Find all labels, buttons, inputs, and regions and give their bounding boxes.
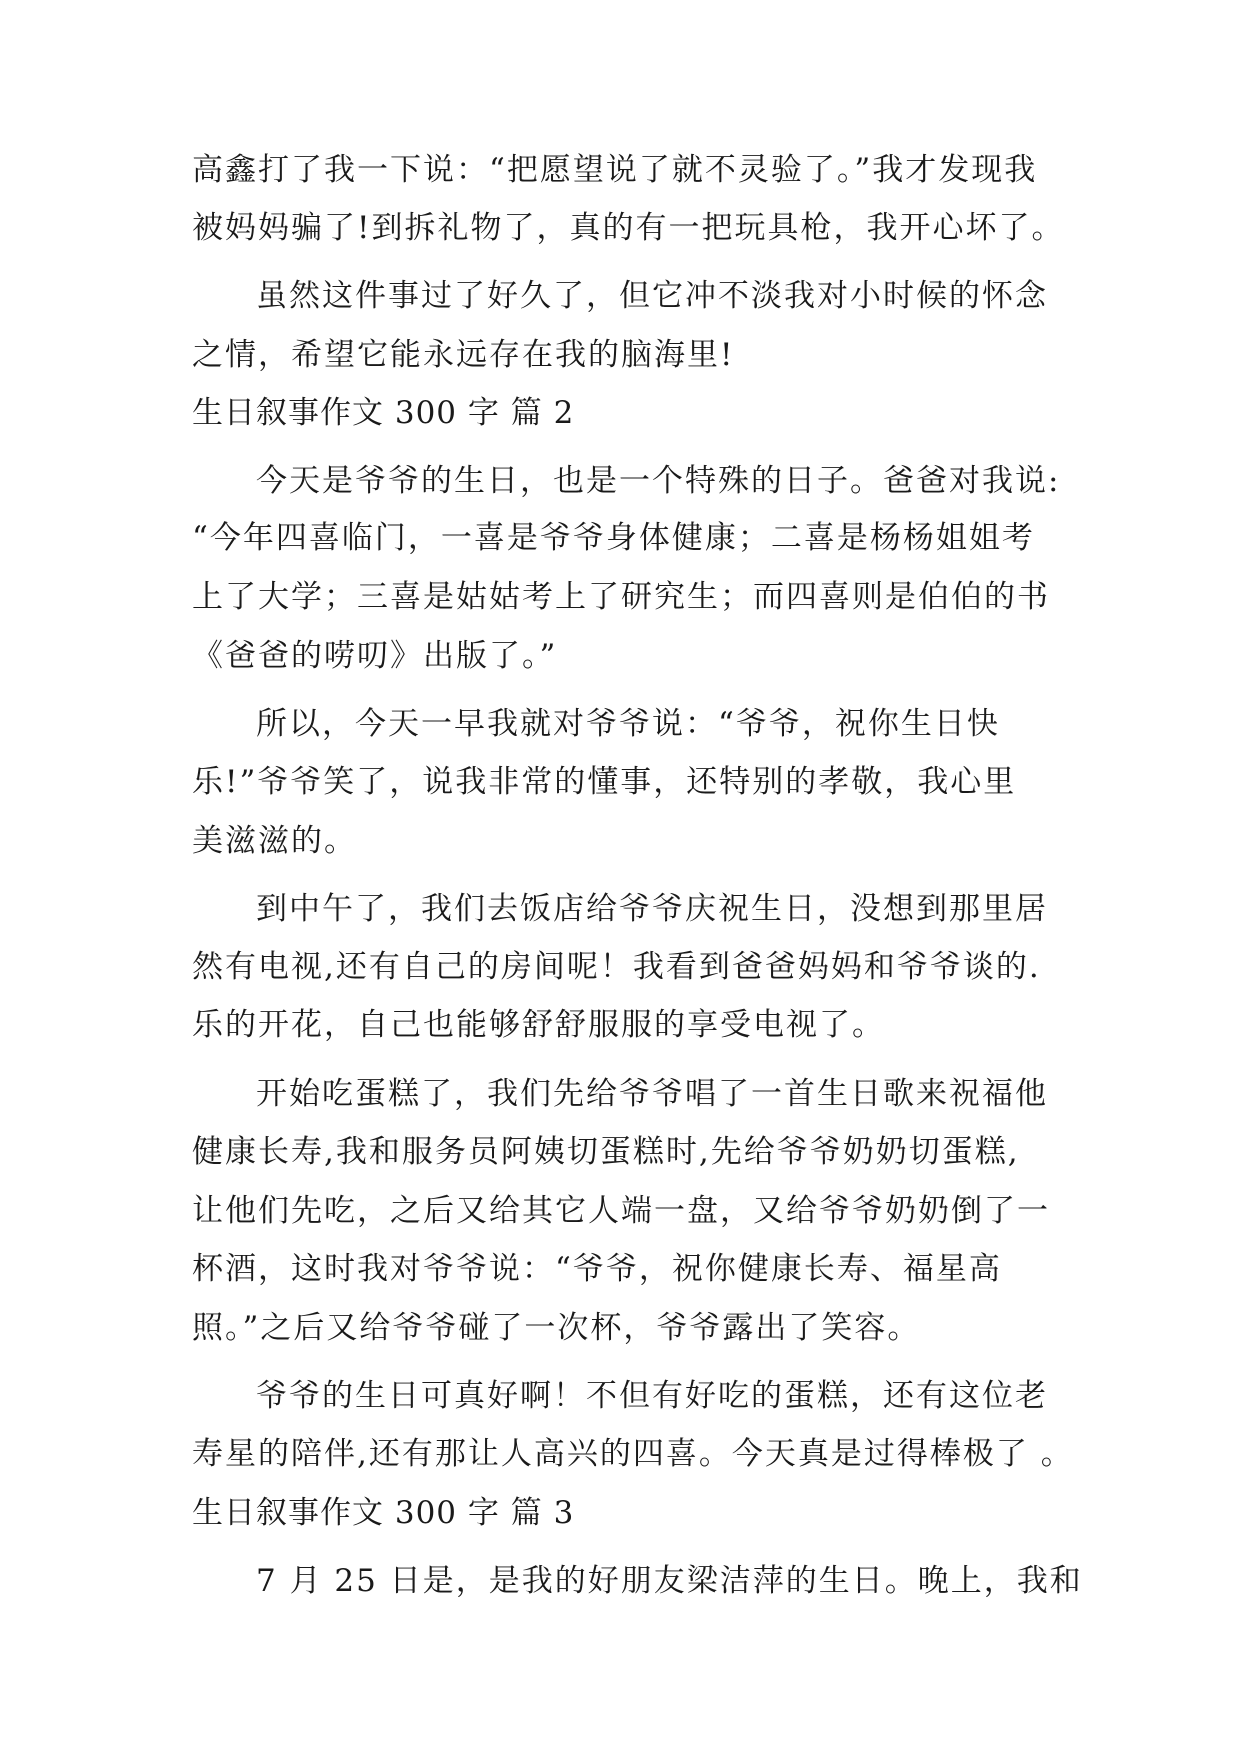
- paragraph-line: 开始吃蛋糕了，我们先给爷爷唱了一首生日歌来祝福他: [256, 1076, 1048, 1112]
- paragraph-line: 爷爷的生日可真好啊！不但有好吃的蛋糕，还有这位老: [256, 1378, 1048, 1414]
- paragraph-line: 高鑫打了我一下说：“把愿望说了就不灵验了。”我才发现我: [192, 152, 1038, 188]
- paragraph-line: 《爸爸的唠叨》出版了。”: [192, 638, 558, 674]
- paragraph-line: 让他们先吃，之后又给其它人端一盘，又给爷爷奶奶倒了一: [192, 1193, 1050, 1229]
- paragraph-line: “今年四喜临门，一喜是爷爷身体健康；二喜是杨杨姐姐考: [192, 520, 1035, 556]
- paragraph-line: 寿星的陪伴,还有那让人高兴的四喜。今天真是过得棒极了 。: [192, 1436, 1074, 1472]
- section-heading: 生日叙事作文 300 字 篇 3: [192, 1495, 575, 1531]
- paragraph-line: 上了大学；三喜是姑姑考上了研究生；而四喜则是伯伯的书: [192, 579, 1050, 615]
- paragraph-line: 然有电视,还有自己的房间呢！我看到爸爸妈妈和爷爷谈的.: [192, 949, 1041, 985]
- paragraph-line: 被妈妈骗了!到拆礼物了，真的有一把玩具枪，我开心坏了。: [192, 210, 1065, 246]
- paragraph-line: 之情，希望它能永远存在我的脑海里!: [192, 337, 735, 373]
- paragraph-line: 到中午了，我们去饭店给爷爷庆祝生日，没想到那里居: [256, 891, 1048, 927]
- paragraph-line: 乐!”爷爷笑了，说我非常的懂事，还特别的孝敬，我心里: [192, 764, 1017, 800]
- paragraph-line: 7 月 25 日是，是我的好朋友梁洁萍的生日。晚上，我和: [256, 1563, 1083, 1599]
- paragraph-line: 所以，今天一早我就对爷爷说：“爷爷，祝你生日快: [256, 706, 1000, 742]
- paragraph-line: 杯酒，这时我对爷爷说：“爷爷，祝你健康长寿、福星高: [192, 1251, 1002, 1287]
- paragraph-line: 乐的开花，自己也能够舒舒服服的享受电视了。: [192, 1007, 885, 1043]
- paragraph-line: 健康长寿,我和服务员阿姨切蛋糕时,先给爷爷奶奶切蛋糕,: [192, 1134, 1020, 1170]
- paragraph-line: 美滋滋的。: [192, 823, 357, 859]
- paragraph-line: 虽然这件事过了好久了，但它冲不淡我对小时候的怀念: [256, 278, 1048, 314]
- paragraph-line: 照。”之后又给爷爷碰了一次杯，爷爷露出了笑容。: [192, 1310, 921, 1346]
- section-heading: 生日叙事作文 300 字 篇 2: [192, 395, 575, 431]
- paragraph-line: 今天是爷爷的生日，也是一个特殊的日子。爸爸对我说:: [256, 463, 1061, 499]
